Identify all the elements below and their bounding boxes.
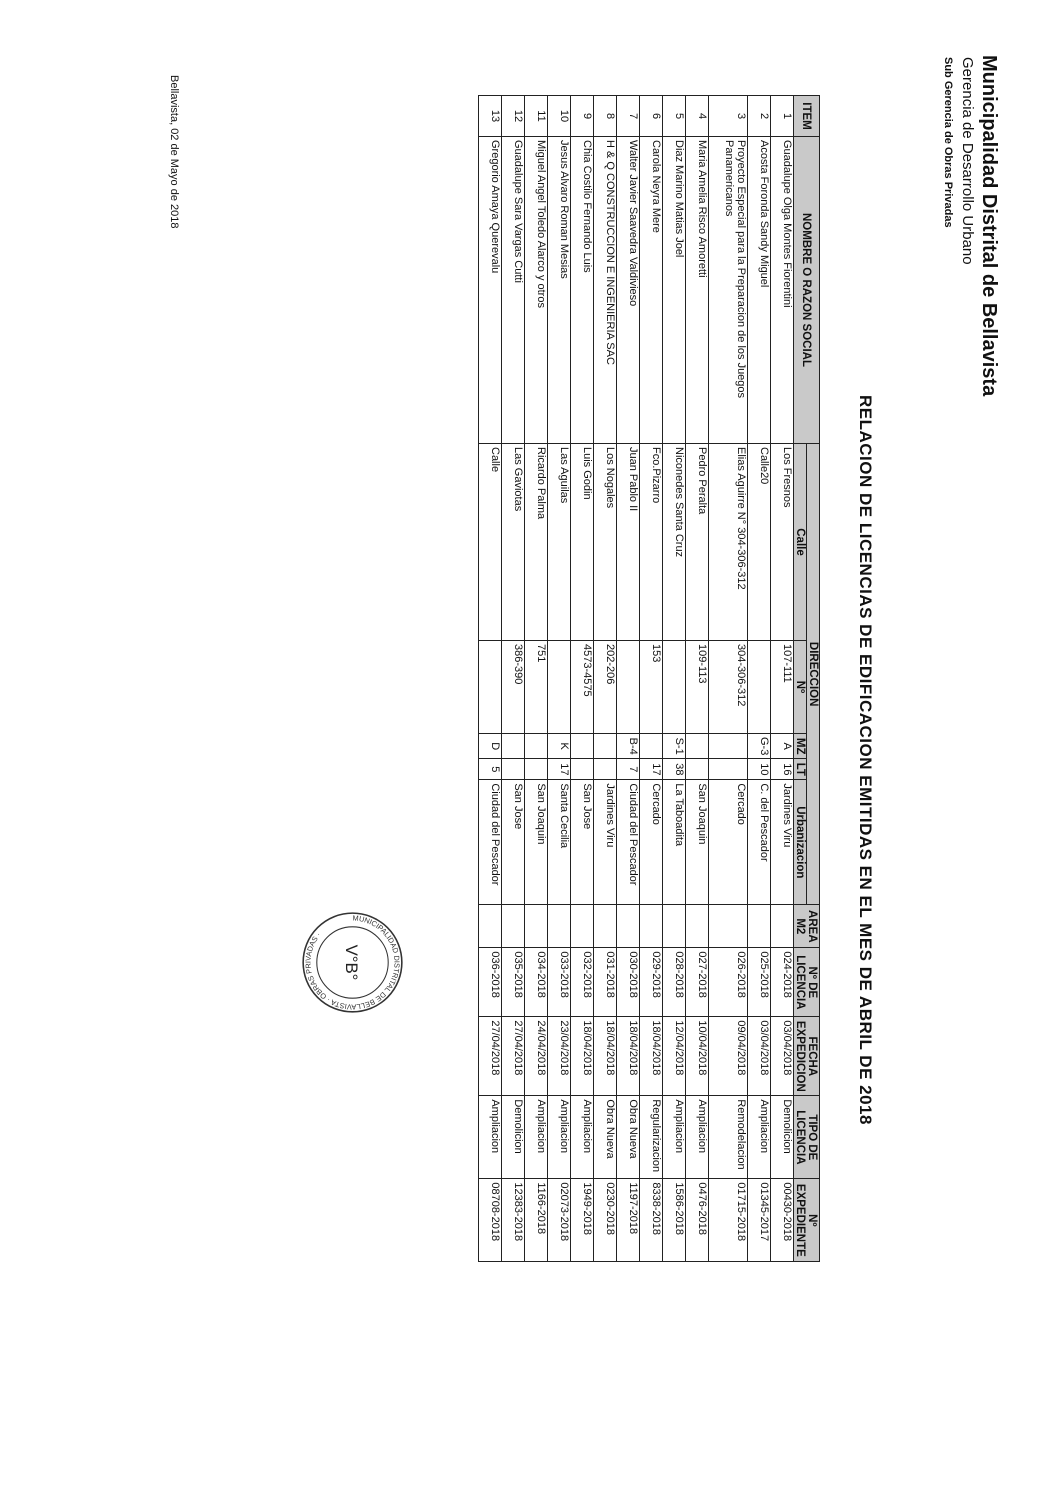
cell-numero [479,641,502,734]
header-calle: Calle [794,444,807,641]
cell-nombre: Walter Javier Saavedra Valdivieso [617,137,640,444]
cell-nombre: Miguel Angel Toledo Alarco y otros [525,137,548,444]
cell-mz: D [479,734,502,759]
header-numero: Nº [794,641,807,734]
cell-mz: G-3 [748,734,771,759]
cell-licencia: 033-2018 [548,948,571,1017]
cell-numero: 751 [525,641,548,734]
cell-lt: 38 [663,759,686,780]
cell-nombre: Diaz Marino Matias Joel [663,137,686,444]
licenses-table [478,95,820,1262]
header-lt: LT [794,759,807,780]
cell-numero: 304-306-312 [709,641,748,734]
cell-fecha: 27/04/2018 [502,1017,525,1096]
subgerencia-name: Sub Gerencia de Obras Privadas [942,57,954,228]
cell-area [594,905,617,948]
header-nombre: NOMBRE O RAZON SOCIAL [794,137,820,444]
cell-tipo: Demolicion [502,1096,525,1179]
table-row [479,96,502,1262]
cell-area [663,905,686,948]
cell-mz [525,734,548,759]
cell-lt: 16 [771,759,794,780]
cell-item: 13 [479,96,502,137]
cell-mz: A [771,734,794,759]
cell-mz: B-4 [617,734,640,759]
cell-urb: La Taboadita [663,780,686,905]
cell-calle: Niconedes Santa Cruz [663,444,686,641]
table-row [617,96,640,1262]
cell-tipo: Regularizacion [640,1096,663,1179]
cell-mz [686,734,709,759]
cell-urb: Cercado [640,780,663,905]
table-row [594,96,617,1262]
cell-urb: San Jose [502,780,525,905]
cell-item: 4 [686,96,709,137]
cell-area [748,905,771,948]
header-mz: MZ [794,734,807,759]
cell-numero [617,641,640,734]
table-row [548,96,571,1262]
header-urbanizacion: Urbanizacion [794,780,807,905]
cell-nombre: Chia Costilo Fernando Luis [571,137,594,444]
cell-numero [548,641,571,734]
table-row [709,96,748,1262]
cell-expediente: 1949-2018 [571,1179,594,1262]
cell-area [502,905,525,948]
cell-fecha: 18/04/2018 [594,1017,617,1096]
cell-area [686,905,709,948]
cell-licencia: 029-2018 [640,948,663,1017]
cell-area [571,905,594,948]
cell-calle: Juan Pablo II [617,444,640,641]
cell-nombre: Gregorio Amaya Querevalu [479,137,502,444]
cell-expediente: 1197-2018 [617,1179,640,1262]
cell-licencia: 027-2018 [686,948,709,1017]
cell-area [548,905,571,948]
cell-expediente: 08708-2018 [479,1179,502,1262]
header-expediente: Nº EXPEDIENTE [794,1179,820,1262]
cell-item: 6 [640,96,663,137]
cell-urb: Jardines Viru [771,780,794,905]
table-row [571,96,594,1262]
table-row [502,96,525,1262]
header-fecha: FECHA EXPEDICION [794,1017,820,1096]
cell-expediente: 8338-2018 [640,1179,663,1262]
cell-calle: Las Aguilas [548,444,571,641]
cell-tipo: Ampliacion [686,1096,709,1179]
cell-expediente: 02073-2018 [548,1179,571,1262]
cell-fecha: 03/04/2018 [748,1017,771,1096]
cell-lt [571,759,594,780]
cell-mz [502,734,525,759]
cell-calle: Ricardo Palma [525,444,548,641]
cell-lt [502,759,525,780]
cell-expediente: 1586-2018 [663,1179,686,1262]
cell-calle: Los Fresnos [771,444,794,641]
footer-date: Bellavista, 02 de Mayo de 2018 [168,75,180,229]
cell-numero: 202-206 [594,641,617,734]
cell-calle: Luis Godin [571,444,594,641]
cell-area [617,905,640,948]
cell-item: 8 [594,96,617,137]
cell-expediente: 0476-2018 [686,1179,709,1262]
cell-tipo: Ampliacion [525,1096,548,1179]
cell-fecha: 12/04/2018 [663,1017,686,1096]
cell-licencia: 032-2018 [571,948,594,1017]
header-item: ITEM [794,96,820,137]
cell-urb: Ciudad del Pescador [617,780,640,905]
cell-item: 9 [571,96,594,137]
cell-lt: 17 [548,759,571,780]
cell-nombre: Guadalupe Sara Vargas Cutti [502,137,525,444]
cell-urb: Cercado [709,780,748,905]
cell-lt: 7 [617,759,640,780]
cell-licencia: 030-2018 [617,948,640,1017]
cell-mz [640,734,663,759]
cell-urb: San Jose [571,780,594,905]
cell-lt [525,759,548,780]
table-header-row [807,96,820,1262]
cell-fecha: 18/04/2018 [571,1017,594,1096]
cell-lt: 5 [479,759,502,780]
cell-lt [709,759,748,780]
cell-tipo: Ampliacion [479,1096,502,1179]
svg-text:MUNICIPALIDAD DISTRITAL DE BEL: MUNICIPALIDAD DISTRITAL DE BELLAVISTA · OBRAS PRIVADAS · [303,913,402,1012]
cell-calle: Las Gaviotas [502,444,525,641]
cell-item: 1 [771,96,794,137]
cell-nombre: Proyecto Especial para la Preparacion de los Juegos Panamericanos [709,137,748,444]
cell-expediente: 00430-2018 [771,1179,794,1262]
cell-expediente: 1166-2018 [525,1179,548,1262]
header-area: AREA M2 [794,905,820,948]
official-stamp [300,910,405,1015]
cell-mz [709,734,748,759]
cell-numero: 153 [640,641,663,734]
cell-licencia: 028-2018 [663,948,686,1017]
cell-nombre: Jesus Alvaro Roman Mesias [548,137,571,444]
cell-area [771,905,794,948]
cell-calle: Calle20 [748,444,771,641]
cell-numero: 107-111 [771,641,794,734]
cell-area [640,905,663,948]
cell-calle: Los Nogales [594,444,617,641]
cell-item: 10 [548,96,571,137]
document-sheet [50,55,1000,1455]
cell-calle: Pedro Peralta [686,444,709,641]
cell-expediente: 01715-2018 [709,1179,748,1262]
cell-lt: 10 [748,759,771,780]
cell-numero: 386-390 [502,641,525,734]
cell-item: 3 [709,96,748,137]
cell-numero: 4573-4575 [571,641,594,734]
cell-licencia: 035-2018 [502,948,525,1017]
cell-area [479,905,502,948]
table-row [640,96,663,1262]
cell-numero: 109-113 [686,641,709,734]
table-row [663,96,686,1262]
cell-item: 11 [525,96,548,137]
municipality-name: Municipalidad Distrital de Bellavista [978,55,1000,397]
cell-licencia: 026-2018 [709,948,748,1017]
svg-text:V°B°: V°B° [342,944,362,981]
cell-mz [571,734,594,759]
cell-area [525,905,548,948]
cell-nombre: Acosta Foronda Sandy Miguel [748,137,771,444]
cell-tipo: Obra Nueva [594,1096,617,1179]
cell-urb: Santa Cecilia [548,780,571,905]
cell-tipo: Ampliacion [571,1096,594,1179]
cell-area [709,905,748,948]
cell-expediente: 01345-2017 [748,1179,771,1262]
cell-tipo: Ampliacion [548,1096,571,1179]
cell-expediente: 0230-2018 [594,1179,617,1262]
cell-nombre: Carola Neyra Mere [640,137,663,444]
cell-item: 7 [617,96,640,137]
cell-tipo: Obra Nueva [617,1096,640,1179]
cell-tipo: Ampliacion [663,1096,686,1179]
table-body [479,96,794,1262]
table-row [771,96,794,1262]
cell-numero [663,641,686,734]
cell-nombre: H & Q CONSTRUCCION E INGENIERIA SAC [594,137,617,444]
table-row [748,96,771,1262]
cell-expediente: 12383-2018 [502,1179,525,1262]
cell-nombre: Guadalupe Olga Montes Fiorentini [771,137,794,444]
cell-fecha: 23/04/2018 [548,1017,571,1096]
cell-mz: S-1 [663,734,686,759]
cell-fecha: 18/04/2018 [617,1017,640,1096]
cell-lt [594,759,617,780]
header-direccion: DIRECCION [807,444,820,905]
cell-urb: Jardines Viru [594,780,617,905]
cell-fecha: 03/04/2018 [771,1017,794,1096]
cell-urb: Ciudad del Pescador [479,780,502,905]
cell-mz: K [548,734,571,759]
cell-item: 2 [748,96,771,137]
gerencia-name: Gerencia de Desarrollo Urbano [959,57,976,265]
cell-numero [748,641,771,734]
header-tipo: TIPO DE LICENCIA [794,1096,820,1179]
cell-fecha: 10/04/2018 [686,1017,709,1096]
cell-urb: C. del Pescador [748,780,771,905]
cell-fecha: 09/04/2018 [709,1017,748,1096]
table-row [525,96,548,1262]
cell-licencia: 031-2018 [594,948,617,1017]
cell-licencia: 034-2018 [525,948,548,1017]
table-row [686,96,709,1262]
cell-calle: Calle [479,444,502,641]
cell-calle: Fco.Pizarro [640,444,663,641]
cell-tipo: Ampliacion [748,1096,771,1179]
cell-fecha: 24/04/2018 [525,1017,548,1096]
header-licencia: Nº DE LICENCIA [794,948,820,1017]
cell-licencia: 036-2018 [479,948,502,1017]
cell-item: 12 [502,96,525,137]
cell-lt [686,759,709,780]
cell-tipo: Remodelacion [709,1096,748,1179]
cell-calle: Elias Aguirre N° 304-306-312 [709,444,748,641]
cell-tipo: Demolicion [771,1096,794,1179]
cell-licencia: 025-2018 [748,948,771,1017]
cell-licencia: 024-2018 [771,948,794,1017]
cell-fecha: 27/04/2018 [479,1017,502,1096]
document-title: RELACION DE LICENCIAS DE EDIFICACION EMITIDAS EN EL MES DE ABRIL DE 2018 [856,395,875,1125]
cell-lt: 17 [640,759,663,780]
cell-nombre: Maria Amelia Risco Amoretti [686,137,709,444]
cell-item: 5 [663,96,686,137]
cell-urb: San Joaquin [686,780,709,905]
cell-mz [594,734,617,759]
cell-urb: San Joaquin [525,780,548,905]
cell-fecha: 18/04/2018 [640,1017,663,1096]
